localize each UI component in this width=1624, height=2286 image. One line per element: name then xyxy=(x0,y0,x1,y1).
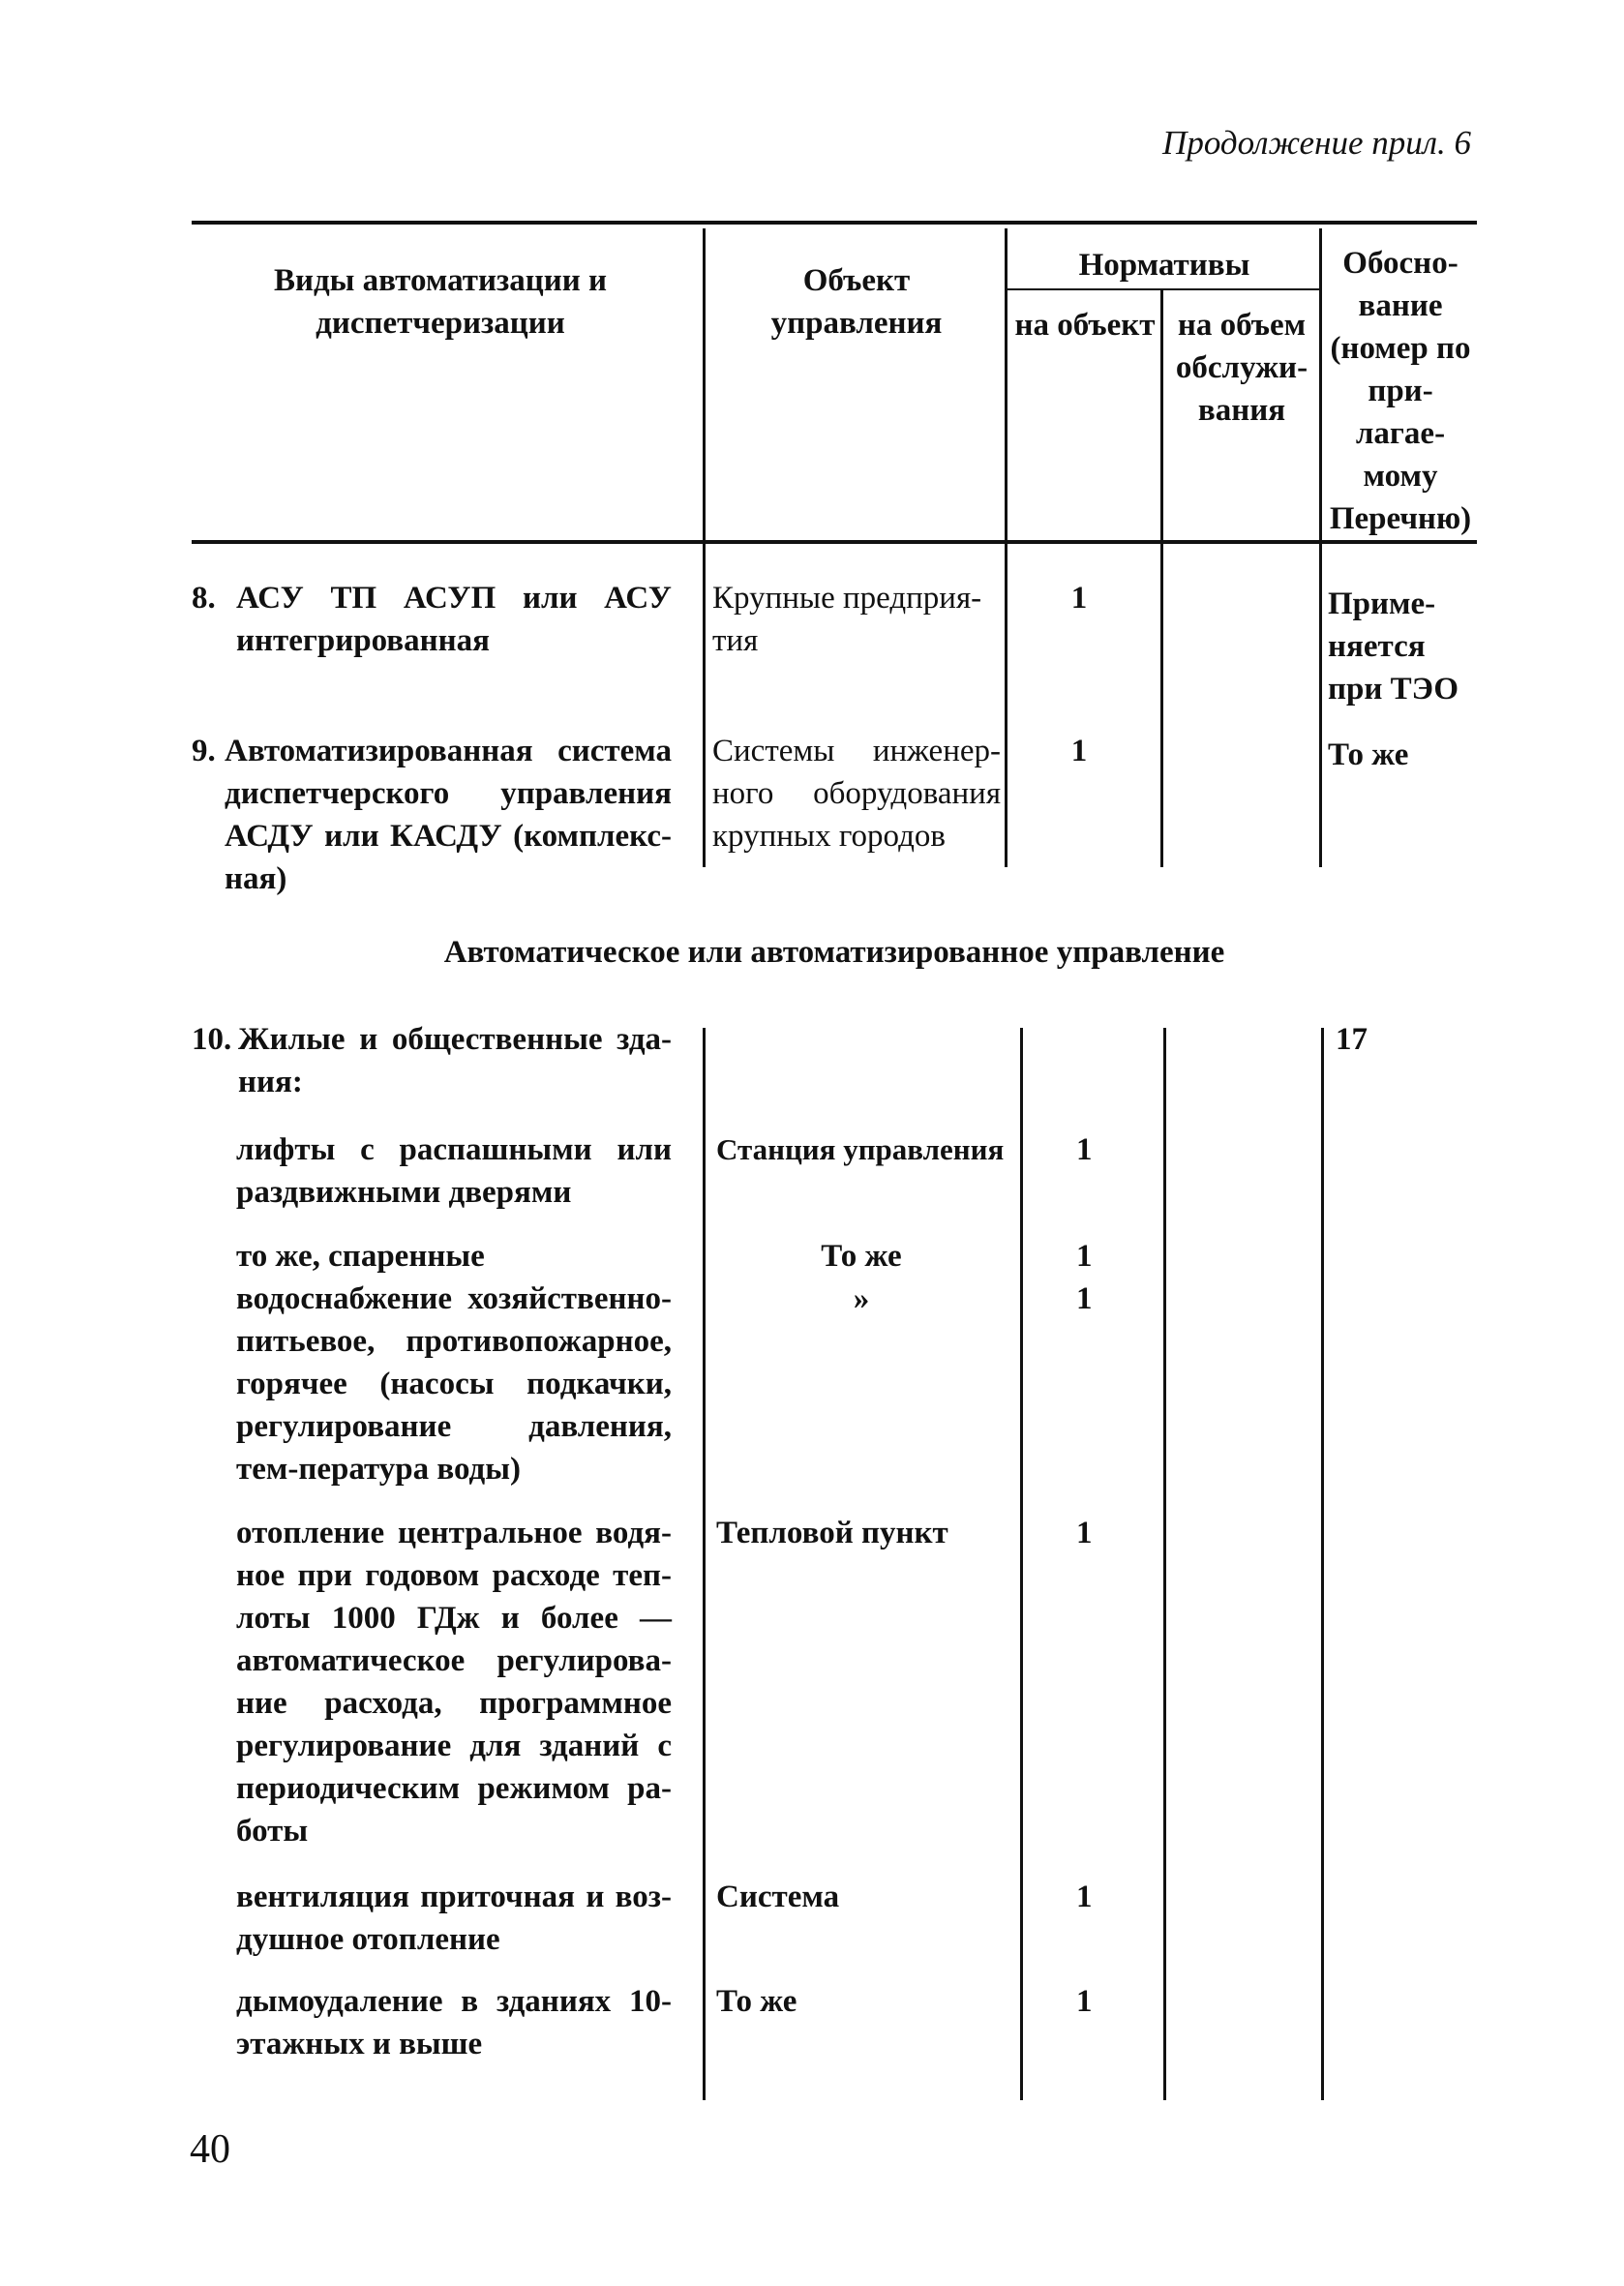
body-vline-3b xyxy=(1163,1028,1166,2100)
body-vline-4a xyxy=(1319,544,1322,867)
row-9-basis: То же xyxy=(1328,737,1409,772)
row-9-number: 9. xyxy=(192,734,216,768)
header-basis: Обосно-вание (номер по при-лагае-мому Перечню) xyxy=(1329,246,1472,536)
body-vline-2b xyxy=(1020,1028,1023,2100)
normatives-rule xyxy=(1007,288,1322,290)
row-lifts-object: Станция управления xyxy=(716,1132,1005,1166)
row-8-number: 8. xyxy=(192,581,216,616)
row-10-basis: 17 xyxy=(1336,1022,1368,1057)
header-object: Объект управления xyxy=(770,263,943,341)
row-smoke-kind: дымоудаление в зданиях 10-этажных и выше xyxy=(236,1984,672,2061)
header-bottom-rule xyxy=(192,540,1477,544)
row-water-object: » xyxy=(853,1281,870,1316)
row-paired-norm-object: 1 xyxy=(1076,1239,1093,1274)
row-smoke-object: То же xyxy=(716,1984,797,2019)
header-kinds: Виды автоматизации и диспетчеризации xyxy=(273,263,608,341)
row-water-kind: водоснабжение хозяйственно-питьевое, противопожарное, горячее (насосы подкачки, регулирование давления, тем-пература воды) xyxy=(236,1281,672,1487)
row-ventilation-norm-object: 1 xyxy=(1076,1880,1093,1914)
row-8-basis: Приме-няется при ТЭО xyxy=(1328,587,1459,707)
row-heating-object: Тепловой пункт xyxy=(716,1516,948,1550)
header-per-volume: на объем обслужи-вания xyxy=(1175,308,1308,428)
table-top-rule xyxy=(192,221,1477,225)
body-vline-1a xyxy=(703,544,706,867)
header-normatives: Нормативы xyxy=(1078,248,1250,283)
row-8-norm-object: 1 xyxy=(1070,581,1088,616)
header-per-object: на объект xyxy=(1014,308,1156,343)
row-lifts-norm-object: 1 xyxy=(1076,1132,1093,1167)
header-vline-1 xyxy=(703,228,706,540)
header-vline-4 xyxy=(1319,228,1322,540)
row-lifts-kind: лифты с распашными или раздвижными дверями xyxy=(236,1132,672,1210)
header-vline-3 xyxy=(1160,290,1163,540)
row-8-object: Крупные предприя-тия xyxy=(712,581,982,658)
row-paired-object: То же xyxy=(821,1239,902,1274)
header-vline-2 xyxy=(1005,228,1007,540)
row-8-kind: АСУ ТП АСУП или АСУ интегрированная xyxy=(236,581,672,658)
row-10-number: 10. xyxy=(192,1022,232,1057)
body-vline-1b xyxy=(703,1028,706,2100)
body-vline-4b xyxy=(1321,1028,1324,2100)
running-header: Продолжение прил. 6 xyxy=(1162,124,1471,162)
row-smoke-norm-object: 1 xyxy=(1076,1984,1093,2019)
row-ventilation-kind: вентиляция приточная и воз-душное отопление xyxy=(236,1880,672,1957)
row-ventilation-object: Система xyxy=(716,1880,840,1914)
row-10-kind: Жилые и общественные зда-ния: xyxy=(238,1022,672,1099)
row-heating-norm-object: 1 xyxy=(1076,1516,1093,1550)
row-9-norm-object: 1 xyxy=(1070,734,1088,768)
body-vline-3a xyxy=(1160,544,1163,867)
section-title: Автоматическое или автоматизированное управление xyxy=(443,935,1225,970)
row-9-kind: Автоматизированная система диспетчерского управления АСДУ или КАСДУ (комплекс-ная) xyxy=(225,734,672,896)
row-water-norm-object: 1 xyxy=(1076,1281,1093,1316)
row-9-object: Системы инженер-ного оборудования крупных городов xyxy=(712,734,1001,854)
row-paired-kind: то же, спаренные xyxy=(236,1239,485,1274)
row-heating-kind: отопление центральное водя-ное при годовом расходе теп-лоты 1000 ГДж и более — автоматическое регулирова-ние расхода, программное регулирование для зданий с периодическим режимом ра-боты xyxy=(236,1516,672,1849)
page-number: 40 xyxy=(190,2127,230,2172)
